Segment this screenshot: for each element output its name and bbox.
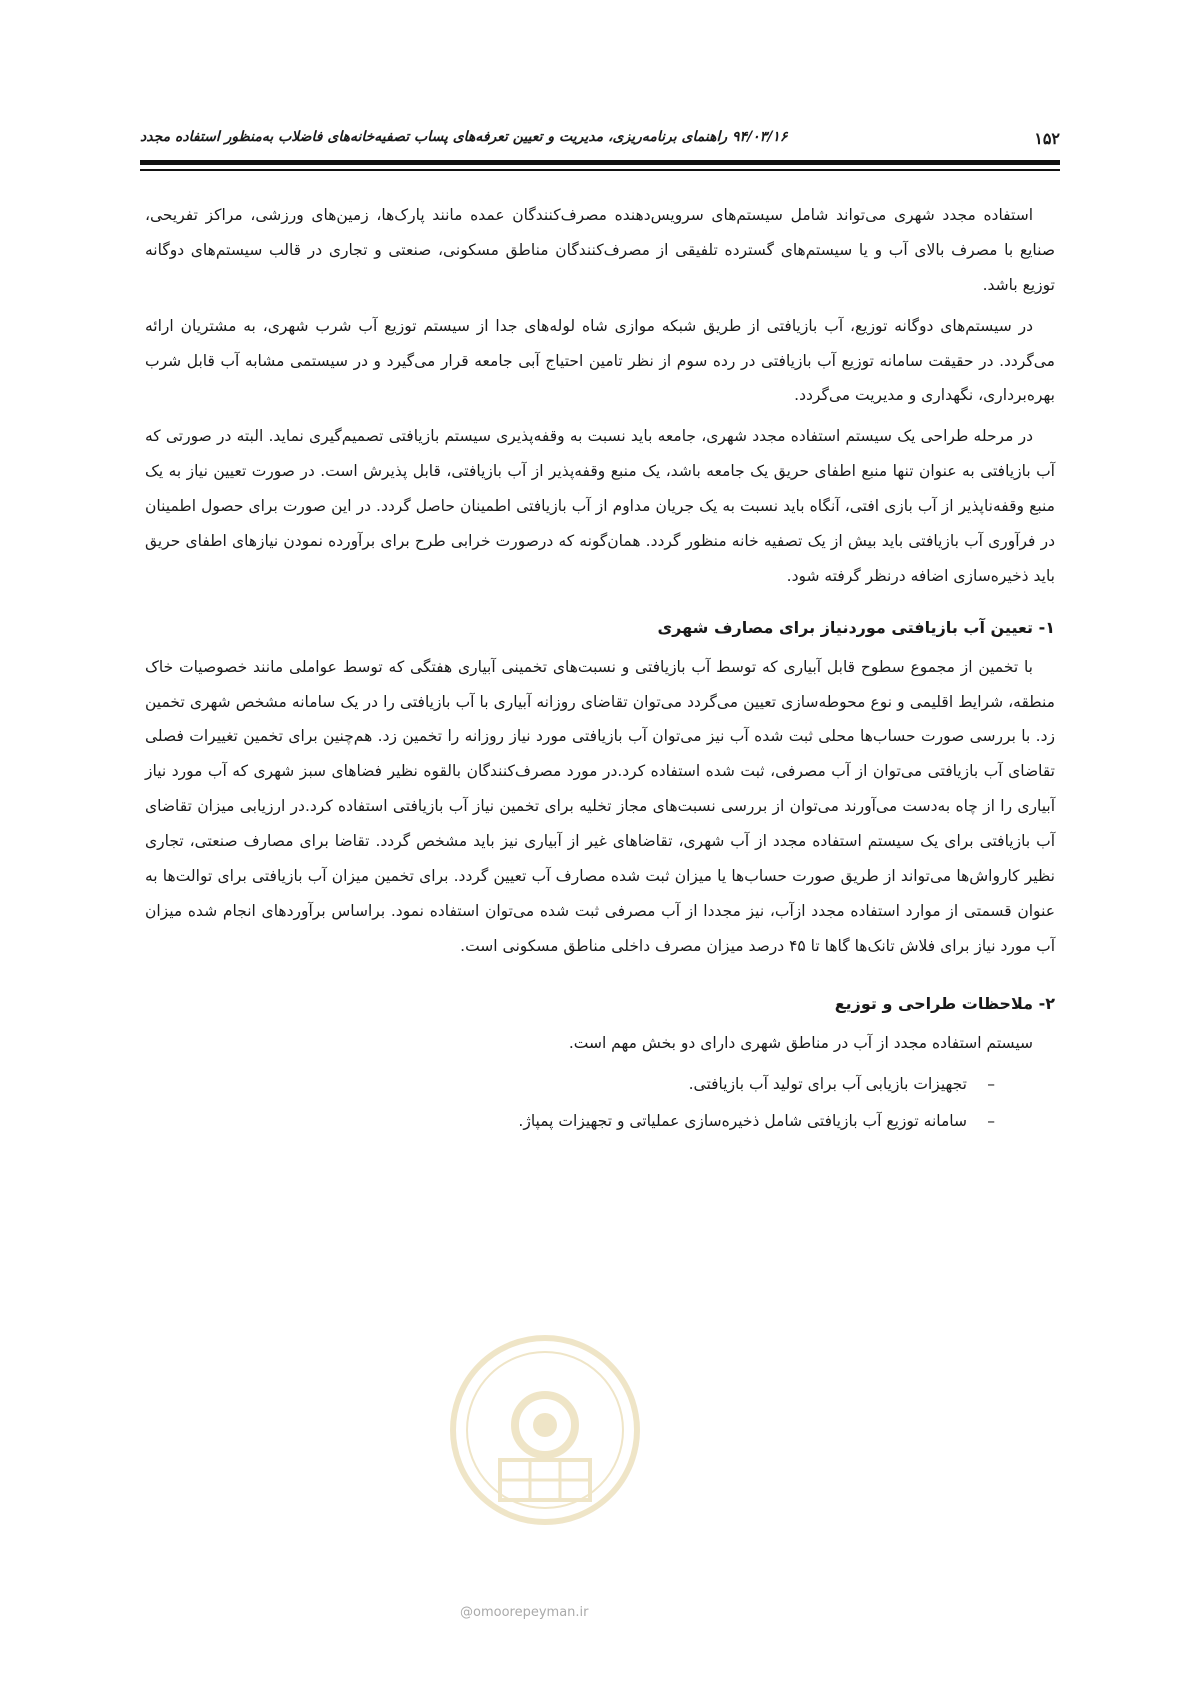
section-2-intro: سیستم استفاده مجدد از آب در مناطق شهری دارای دو بخش مهم است. [568,1033,1033,1052]
dash-bullet-icon: – [987,1111,995,1130]
bullet-text: تجهیزات بازیابی آب برای تولید آب بازیافتی. [688,1075,967,1094]
paragraph-1: استفاده مجدد شهری می‌تواند شامل سیستم‌های سرویس‌دهنده مصرف‌کنندگان عمده مانند پارک‌ها، زمین‌های ورزشی، مراکز تفریحی، صنایع با مصرف بالای آب و یا سیستم‌های گسترده تلفیقی از مصرف‌کنندگان مناطق مسکونی، صنعتی و تجاری در قالب سیستم‌های دوگانه توزیع باشد. [145,206,1055,294]
header-rule-thin [140,169,1060,171]
page-number: ۱۵۲ [1034,129,1060,148]
list-item [145,1066,995,1102]
dash-bullet-icon: – [987,1075,995,1094]
header-rule-thick [140,160,1060,165]
running-title: ۹۴/۰۳/۱۶ راهنمای برنامه‌ریزی، مدیریت و تعیین تعرفه‌های پساب تصفیه‌خانه‌های فاضلاب به‌منظور استفاده مجدد [140,129,788,145]
bullet-text: سامانه توزیع آب بازیافتی شامل ذخیره‌سازی عملیاتی و تجهیزات پمپاژ. [518,1111,967,1130]
section-1-heading: ۱- تعیین آب بازیافتی موردنیاز برای مصارف شهری [657,617,1055,637]
watermark-logo [445,1330,645,1530]
section-1-paragraph: با تخمین از مجموع سطوح قابل آبیاری که توسط آب بازیافتی و نسبت‌های تخمینی آبیاری هفتگی که توسط عواملی مانند خصوصیات خاک منطقه، شرایط اقلیمی و نوع محوطه‌سازی تعیین می‌گردد می‌توان تقاضای روزانه آبیاری با آب بازیافتی را در یک سامانه مشخص شهری تخمین زد. با بررسی صورت حساب‌ها محلی ثبت شده آب نیز می‌توان آب بازیافتی مورد نیاز روزانه را تخمین زد. هم‌چنین برای تخمین تغییرات فصلی تقاضای آب بازیافتی می‌توان از آب مصرفی، ثبت شده استفاده کرد.در مورد مصرف‌کنندگان بالقوه نظیر فضاهای سبز شهری که آب مورد نیاز آبیاری را از چاه به‌دست می‌آورند می‌توان از بررسی نسبت‌های مجاز تخلیه برای تخمین نیاز آب بازیافتی استفاده کرد.در ارزیابی میزان تقاضای آب بازیافتی برای یک سیستم استفاده مجدد از آب شهری، تقاضاهای غیر از آبیاری نیز باید مشخص گردد. تقاضا برای مصارف صنعتی، تجاری نظیر کارواش‌ها می‌تواند از طریق صورت حساب‌ها یا میزان ثبت شده مصارف آب تعیین گردد. برای تخمین میزان آب بازیافتی برای توالت‌ها به عنوان قسمتی از موارد استفاده مجدد ازآب، نیز مجددا از آب مصرفی ثبت شده می‌توان استفاده نمود. براساس برآوردهای انجام شده میزان آب مورد نیاز برای فلاش تانک‌ها گاها تا ۴۵ درصد میزان مصرف داخلی مناطق مسکونی است. [145,657,1055,955]
section-2-heading: ۲- ملاحظات طراحی و توزیع [834,993,1055,1013]
paragraph-3: در مرحله طراحی یک سیستم استفاده مجدد شهری، جامعه باید نسبت به وقفه‌پذیری سیستم بازیافتی تصمیم‌گیری نماید. البته در صورتی که آب بازیافتی به عنوان تنها منبع اطفای حریق یک جامعه باشد، یک منبع وقفه‌پذیر از آب بازیافتی، قابل پذیرش است. در صورت تعیین نیاز به یک منبع وقفه‌ناپذیر از آب بازی افتی، آنگاه باید نسبت به یک جریان مداوم از آب بازیافتی اطمینان حاصل گردد. در این صورت برای حصول اطمینان در فرآوری آب بازیافتی باید بیش از یک تصفیه خانه منظور گردد. همان‌گونه که درصورت خرابی طرح برای برآورده نمودن نیازهای اطفای حریق باید ذخیره‌سازی اضافه درنظر گرفته شود. [145,427,1055,585]
page-header [140,125,1060,155]
page-body [145,198,1055,1139]
section-2-bullet-list [145,1066,1055,1139]
watermark-site: @omoorepeyman.ir [460,1605,589,1620]
list-item [145,1103,995,1139]
paragraph-2: در سیستم‌های دوگانه توزیع، آب بازیافتی از طریق شبکه موازی شاه لوله‌های جدا از سیستم توزیع آب شرب شهری، به مشتریان ارائه می‌گردد. در حقیقت سامانه توزیع آب بازیافتی در رده سوم از نظر تامین احتیاج آبی جامعه قرار می‌گیرد و در سیستمی مشابه آب قابل شرب بهره‌برداری، نگهداری و مدیریت می‌گردد. [145,316,1055,405]
